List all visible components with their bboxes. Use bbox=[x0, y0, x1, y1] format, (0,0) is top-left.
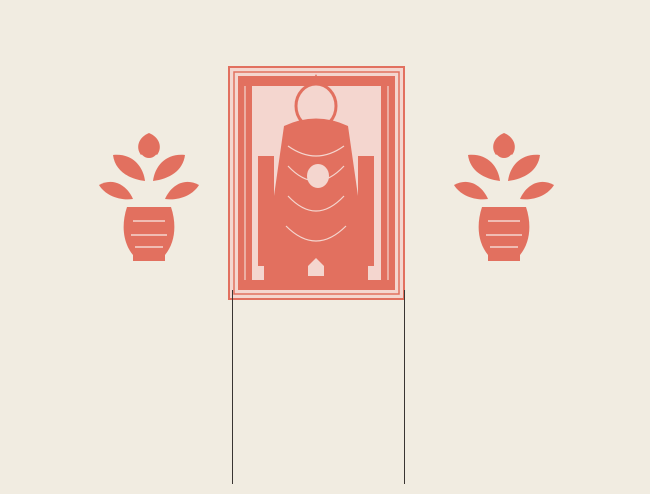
madonna-woodcut-image bbox=[228, 66, 405, 300]
left-border-ornament bbox=[22, 24, 44, 494]
column-divider bbox=[404, 290, 405, 484]
left-flower-vase-image bbox=[93, 125, 205, 265]
verse-column-1 bbox=[58, 292, 60, 293]
top-border-ornament bbox=[22, 24, 628, 46]
title-right bbox=[412, 58, 587, 60]
right-border-ornament bbox=[606, 24, 628, 494]
title-left bbox=[58, 58, 218, 60]
column-divider bbox=[232, 290, 233, 484]
right-flower-vase-image bbox=[448, 125, 560, 265]
